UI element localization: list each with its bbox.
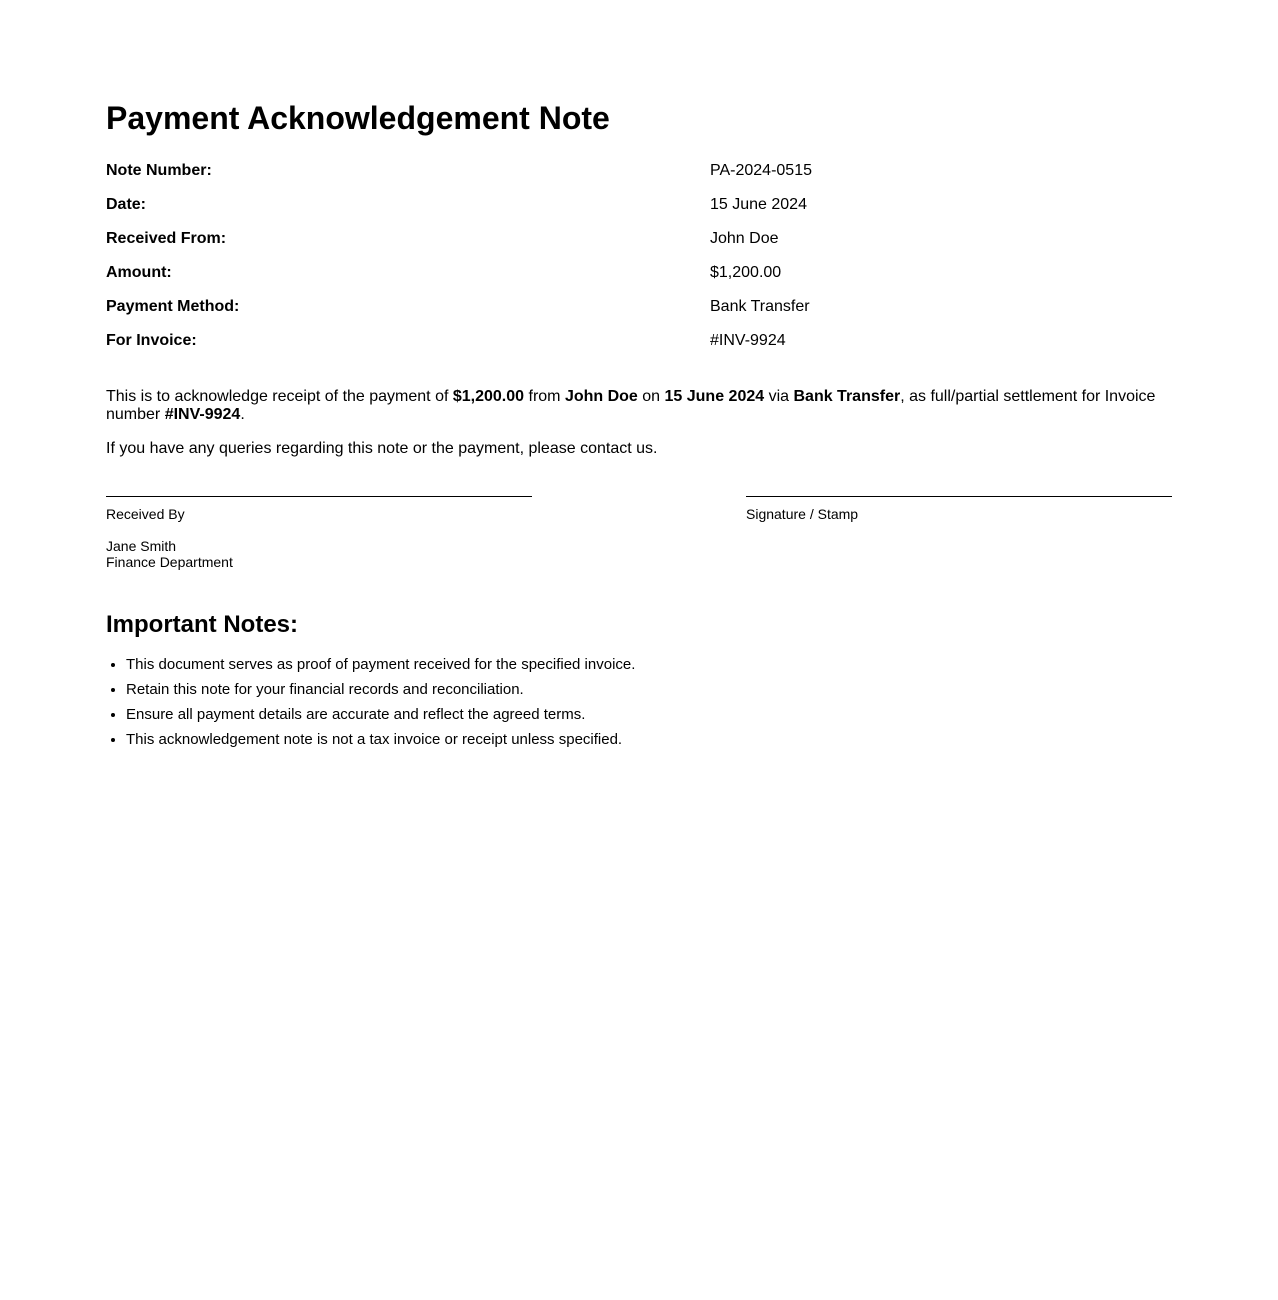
received-by-block [106,496,532,570]
detail-row-date [106,196,1172,230]
ack-text: from [524,388,565,405]
detail-row-invoice [106,332,1172,366]
acknowledgement-body [106,388,1172,458]
note-item: • Retain this note for your financial records and reconciliation. [126,681,1172,699]
detail-value: John Doe [710,230,779,247]
detail-row-payment-method [106,298,1172,332]
ack-invoice: #INV-9924 [164,406,241,423]
detail-row-amount [106,264,1172,298]
detail-label: Note Number: [106,162,212,179]
details-table [106,162,1172,366]
ack-method: Bank Transfer [793,388,901,405]
detail-label: Payment Method: [106,298,240,315]
signature-section [106,496,1172,570]
detail-label: Received From: [106,230,227,247]
acknowledgement-paragraph [106,388,1172,424]
note-item: • This document serves as proof of payment received for the specified invoice. [126,656,1172,674]
detail-value: 15 June 2024 [710,196,807,213]
detail-value: Bank Transfer [710,298,810,315]
page-title: Payment Acknowledgement Note [106,100,610,136]
signature-stamp-block [746,496,1172,570]
acknowledgement-document [106,96,1172,756]
ack-date: 15 June 2024 [664,388,765,405]
ack-text: on [637,388,665,405]
receiver-department: Finance Department [106,554,233,570]
note-item: • This acknowledgement note is not a tax invoice or receipt unless specified. [126,731,1172,749]
detail-label: Date: [106,196,147,213]
detail-value: #INV-9924 [710,332,786,349]
note-item: • Ensure all payment details are accurate and reflect the agreed terms. [126,706,1172,724]
detail-row-received-from [106,230,1172,264]
ack-payer: John Doe [564,388,638,405]
detail-label: For Invoice: [106,332,197,349]
ack-text: , as full/partial settlement for Invoice number [106,388,1156,423]
detail-value: PA-2024-0515 [710,162,812,179]
signature-stamp-label: Signature / Stamp [746,506,859,522]
notes-list [106,656,1172,749]
detail-label: Amount: [106,264,172,281]
ack-text: This is to acknowledge receipt of the payment of [106,388,453,405]
notes-heading: Important Notes: [106,611,298,638]
ack-amount: $1,200.00 [452,388,525,405]
receiver-name: Jane Smith [106,538,177,554]
contact-paragraph: If you have any queries regarding this note or the payment, please contact us. [106,440,658,457]
received-by-label: Received By [106,506,185,522]
ack-text: via [764,388,794,405]
detail-value: $1,200.00 [710,264,782,281]
ack-text: . [240,406,245,423]
detail-row-note-number [106,162,1172,196]
